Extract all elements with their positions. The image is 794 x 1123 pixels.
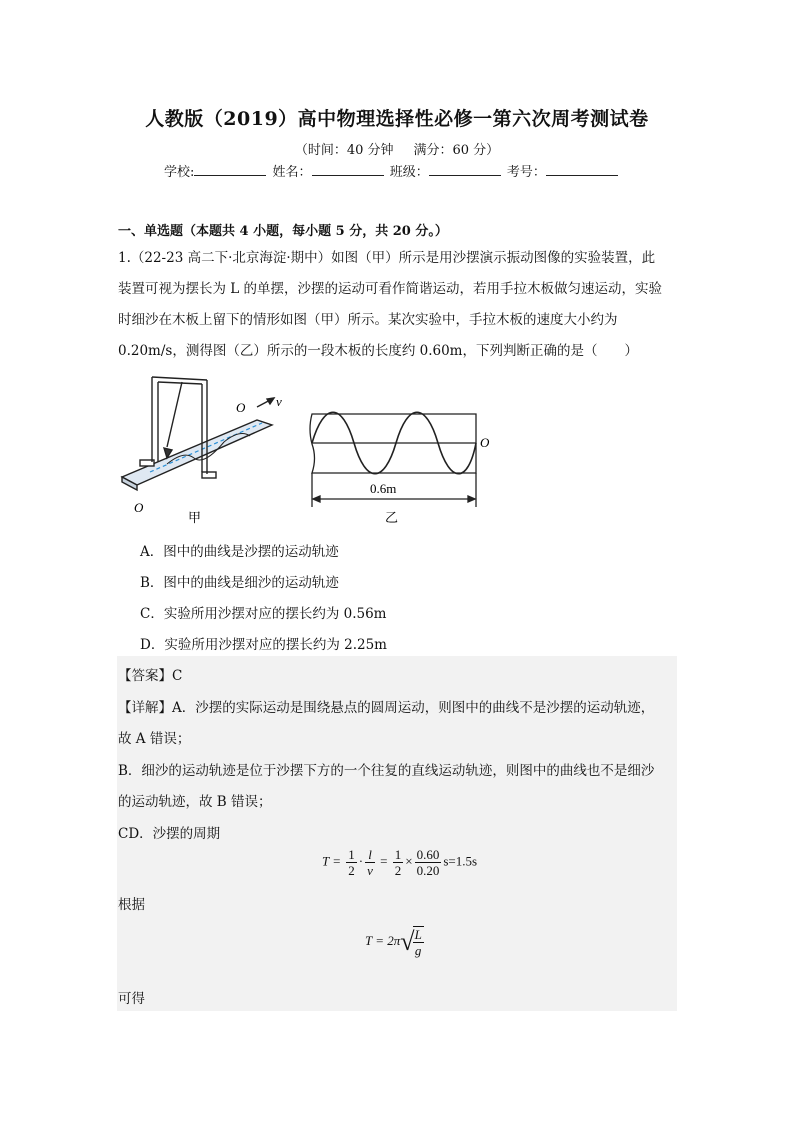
option-d[interactable]: D．实验所用沙摆对应的摆长约为 2.25m [140,637,387,653]
fraction-l-over-v: $\frac{l}{v}$ [367,847,373,878]
name-label: 姓名： [272,165,312,180]
class-field[interactable] [429,163,501,176]
label-yi: 乙 [385,510,399,525]
exam-time: （时间：40 分钟 [294,143,394,158]
sqrt-symbol: √ [400,927,415,956]
pendulum-string [167,382,182,447]
name-field[interactable] [312,163,384,176]
exam-score: 满分：60 分） [413,143,500,158]
label-o-board-start: O [134,500,144,515]
number-field[interactable] [546,163,618,176]
school-field[interactable] [194,163,266,176]
label-o-trace: O [480,435,490,450]
school-label: 学校: [164,165,195,180]
student-info [164,161,634,180]
detail-line-6: 根据 [118,897,145,913]
detail-line-5: CD．沙摆的周期 [118,826,221,842]
label-o-board-end: O [236,400,246,415]
question-line-2: 装置可视为摆长为 L 的单摆，沙摆的运动可看作简谐运动，若用手拉木板做匀速运动，实验 [118,281,663,297]
number-label: 考号： [506,165,546,180]
exam-meta [0,139,794,158]
option-b[interactable]: B．图中的曲线是细沙的运动轨迹 [140,575,339,591]
section-heading: 一、单选题（本题共 4 小题，每小题 5 分，共 20 分。） [118,224,448,239]
detail-line-3: B．细沙的运动轨迹是位于沙摆下方的一个往复的直线运动轨迹，则图中的曲线也不是细沙 [118,763,655,779]
option-a[interactable]: A．图中的曲线是沙摆的运动轨迹 [140,544,339,560]
fraction-length-over-speed: $\frac{0.60}{0.20}$ [416,847,440,878]
detail-line-7: 可得 [118,991,145,1007]
detail-line-1: 【详解】A．沙摆的实际运动是围绕悬点的圆周运动，则图中的曲线不是沙摆的运动轨迹， [118,700,655,716]
pendulum-formula [365,926,426,958]
question-line-3: 时细沙在木板上留下的情形如图（甲）所示。某次实验中，手拉木板的速度大小约为 [118,312,618,328]
fraction-half-2: $\frac{1}{2}$ [394,847,402,878]
label-jia: 甲 [188,510,202,525]
length-label: 0.6m [370,481,397,496]
class-label: 班级： [389,165,429,180]
pendulum-apparatus [122,377,274,490]
times-sign: × [405,853,413,869]
frame-top-bar [152,377,207,380]
label-v: v [276,394,282,409]
option-c[interactable]: C．实验所用沙摆对应的摆长约为 0.56m [140,606,387,622]
formula2-lhs: T = 2π [365,932,401,948]
answer-line: 【答案】C [118,668,183,684]
formula1-result: s=1.5s [443,853,478,869]
fraction-half: $\frac{1}{2}$ [348,847,355,878]
period-formula: T = $\frac{1}{2}$ · $\frac{l}{v}$ = $\frac{1}{2}$ × $\frac{0.60}{0.20}$ s=1.5s [322,847,478,878]
question-line-4: 0.20m/s，测得图（乙）所示的一段木板的长度约 0.60m，下列判断正确的是（ ） [118,343,638,359]
equals-sign: = [380,853,388,869]
question-line-1: 1.（22-23 高二下·北京海淀·期中）如图（甲）所示是用沙摆演示振动图像的实验装置，此 [118,250,656,266]
wooden-board [122,420,272,485]
formula1-lhs: T = [322,853,342,869]
detail-line-2: 故 A 错误； [118,731,191,747]
page-title: 人教版（2019）高中物理选择性必修一第六次周考测试卷 [145,108,649,130]
detail-line-4: 的运动轨迹，故 B 错误； [118,794,272,810]
question-figure [112,372,512,527]
fraction-l-over-g: $\frac{L}{g}$ [414,927,422,958]
